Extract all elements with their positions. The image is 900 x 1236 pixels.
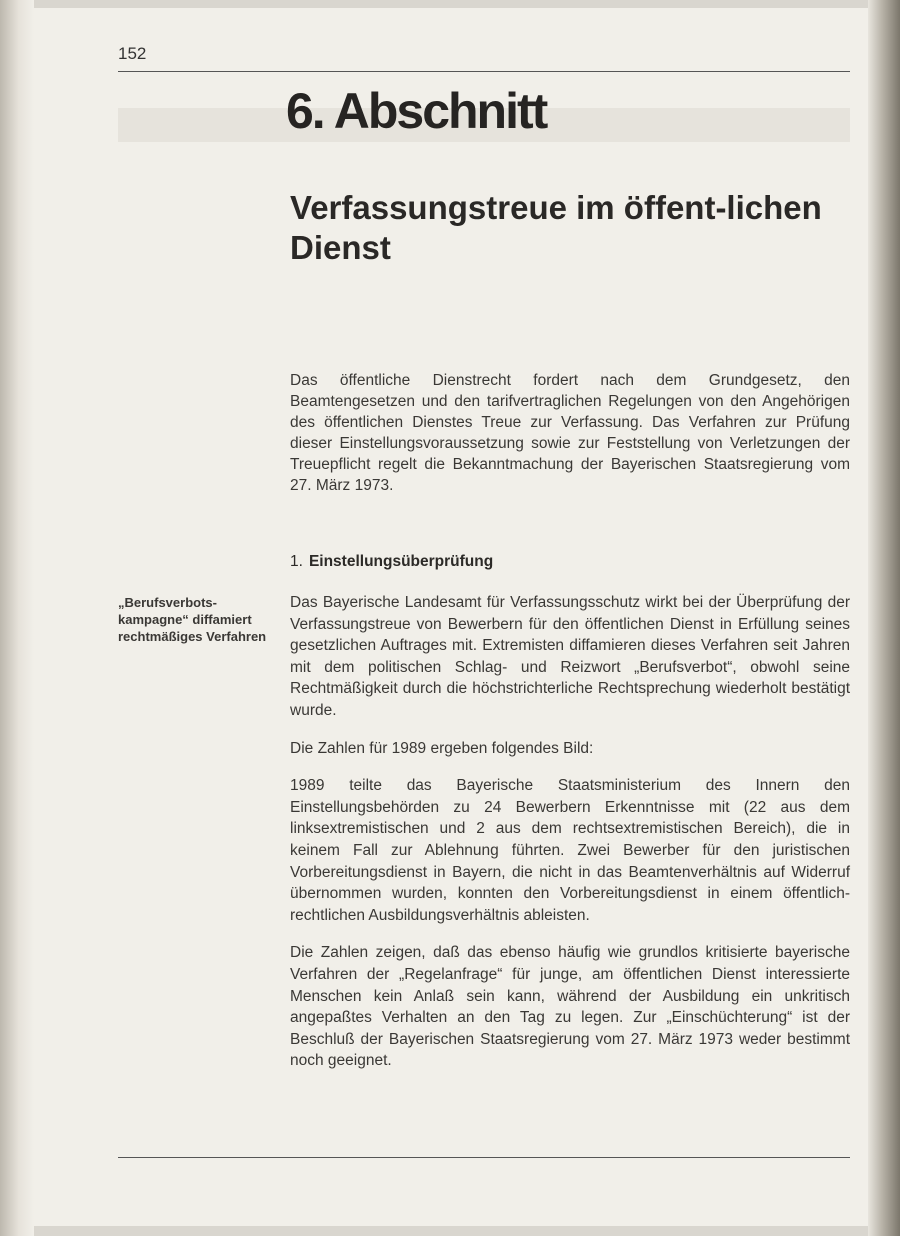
subsection-title: Einstellungsüberprüfung xyxy=(308,553,494,570)
body-paragraph: Das Bayerische Landesamt für Verfassungsschutz wirkt bei der Überprüfung der Verfassungstreue von Bewerbern für den öffentlichen Dienst in Erfüllung seines gesetzlichen Auftrages mit. Extremisten diffamieren dieses Verfahren seit Jahren mit dem politischen Schlag- und Reizwort „Berufsverbot“, obwohl seine Rechtmäßigkeit durch die höchstrichterliche Rechtsprechung wiederholt bestätigt wurde. xyxy=(290,594,850,719)
body-paragraph: 1989 teilte das Bayerische Staatsministerium des Innern den Einstellungsbehörden zu 24 Bewerbern Erkenntnisse mit (22 aus dem linksextremistischen und 2 aus dem rechtsextremistischen Bereich), die in keinem Fall zur Ablehnung führten. Zwei Bewerber für den juristischen Vorbereitungsdienst in Bayern, die nicht in das Beamtenverhältnis auf Widerruf übernommen wurden, konnten den Vorbereitungsdienst in einem öffentlich-rechtlichen Ausbildungsverhältnis ableisten. xyxy=(290,777,850,924)
section-title: 6. Abschnitt xyxy=(286,83,547,139)
subsection-heading xyxy=(290,553,493,571)
intro-paragraph: Das öffentliche Dienstrecht fordert nach dem Grundgesetz, den Beamtengesetzen und den tarifvertraglichen Regelungen von den Angehörigen des öffentlichen Dienstes Treue zur Verfassung. Das Verfahren zur Prüfung dieser Einstellungsvoraussetzung sowie zur Feststellung von Verletzungen der Treuepflicht regelt die Bekanntmachung der Bayerischen Staatsregierung vom 27. März 1973. xyxy=(290,372,850,494)
body-paragraph: Die Zahlen zeigen, daß das ebenso häufig wie grundlos kritisierte bayerische Verfahren der „Regelanfrage“ für junge, am öffentlichen Dienst interessierte Menschen kein Anlaß sein kann, während der Ausbildung ein unkritisch angepaßtes Verhalten an den Tag zu legen. Zur „Einschüchterung“ ist der Beschluß der Bayerischen Staatsregierung vom 27. März 1973 weder bestimmt noch geeignet. xyxy=(290,944,850,1070)
chapter-subtitle xyxy=(290,188,830,268)
body-text xyxy=(290,592,850,1088)
subsection-number: 1. xyxy=(290,553,303,570)
body-paragraph: Die Zahlen für 1989 ergeben folgendes Bild: xyxy=(290,739,594,757)
book-page-edge xyxy=(868,0,900,1236)
margin-note: „Berufsverbots-kampagne“ diffamiert rechtmäßiges Verfahren xyxy=(118,595,267,644)
header-rule xyxy=(118,71,850,72)
footer-rule xyxy=(118,1157,850,1158)
book-gutter xyxy=(0,0,34,1236)
subtitle-text: Verfassungstreue im öffent-lichen Dienst xyxy=(290,189,822,266)
page-number: 152 xyxy=(118,44,147,63)
